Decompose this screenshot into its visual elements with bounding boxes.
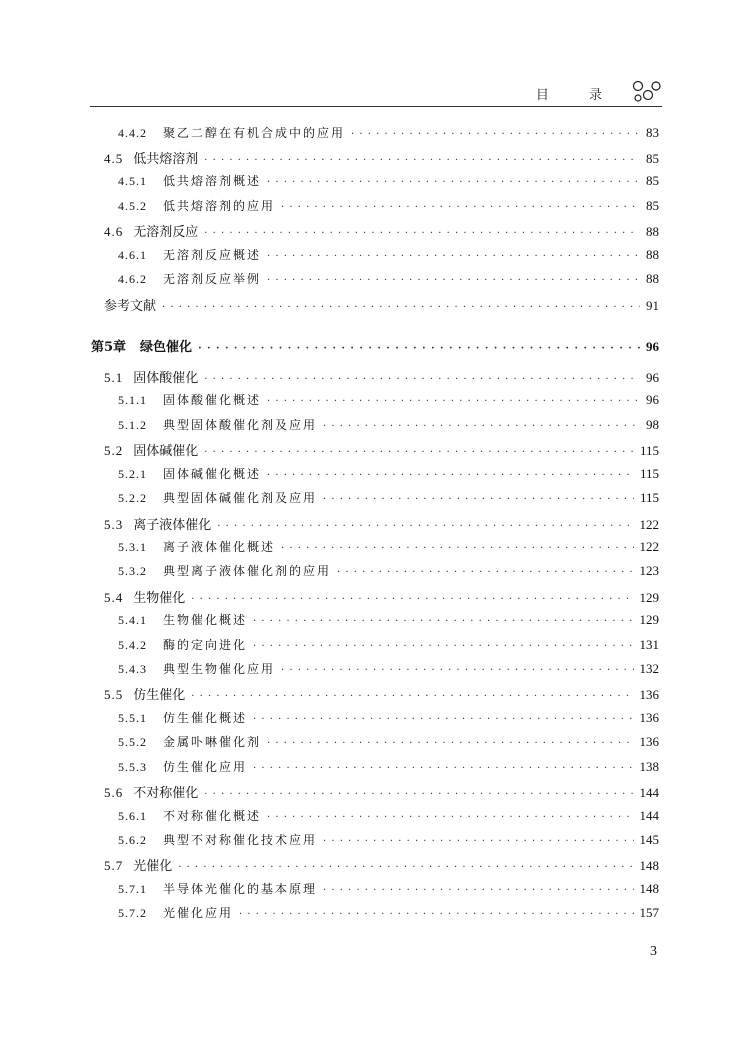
toc-entry-page: 88: [646, 271, 659, 286]
toc-entry[interactable]: [104, 221, 659, 241]
toc-entry-number: 4.6.1: [118, 248, 147, 262]
toc-entry-page: 88: [646, 247, 659, 262]
dot-leader: [191, 590, 633, 610]
dot-leader: [253, 637, 633, 657]
toc-entry-number: 4.4.2: [118, 126, 147, 140]
toc-entry[interactable]: [104, 855, 659, 875]
dot-leader: [204, 443, 634, 463]
toc-entry-number: 4.6: [104, 224, 124, 239]
toc-entry[interactable]: [104, 148, 659, 168]
toc-entry-page: 88: [646, 224, 659, 239]
toc-entry-number: 5.1: [104, 370, 124, 385]
toc-entry[interactable]: [104, 587, 659, 607]
toc-entry-page: 115: [639, 490, 659, 505]
dot-leader: [323, 881, 633, 901]
toc-entry-page: 157: [639, 905, 659, 920]
toc-entry-title: 绿色催化: [140, 340, 193, 355]
dot-leader: [323, 490, 634, 510]
page-number: 3: [650, 944, 657, 959]
toc-entry-number: 5.5.3: [118, 760, 147, 774]
dot-leader: [323, 417, 640, 437]
dot-leader: [281, 198, 640, 218]
toc-entry[interactable]: [118, 660, 659, 680]
toc-entry-title: 离子液体催化: [133, 518, 212, 533]
toc-entry-page: 129: [639, 590, 659, 605]
toc-entry-page: 85: [646, 173, 659, 188]
dot-leader: [281, 539, 633, 559]
dot-leader: [178, 858, 633, 878]
dot-leader: [267, 466, 634, 486]
toc-entry-page: 145: [639, 832, 659, 847]
toc-entry-page: 144: [639, 785, 659, 800]
toc-entry-number: 4.5.2: [118, 199, 147, 213]
toc-entry[interactable]: [118, 562, 659, 582]
dot-leader: [267, 734, 633, 754]
toc-entry[interactable]: [118, 489, 659, 509]
toc-entry-title: 低共熔溶剂的应用: [163, 199, 276, 213]
toc-entry-number: 5.2: [104, 443, 124, 458]
dot-leader: [204, 785, 633, 805]
toc-entry-page: 132: [639, 661, 659, 676]
toc-entry[interactable]: [118, 246, 659, 266]
toc-entry-page: 96: [646, 392, 659, 407]
toc-entry-number: 4.6.2: [118, 272, 147, 286]
toc-entry-title: 无溶剂反应概述: [163, 248, 262, 262]
toc-entry-page: 96: [646, 339, 659, 354]
header-rule: [90, 106, 662, 107]
toc-entry-title: 参考文献: [104, 299, 157, 314]
toc-entry-title: 半导体光催化的基本原理: [163, 882, 318, 896]
toc-entry[interactable]: [104, 782, 659, 802]
toc-entry-number: 5.2.1: [118, 467, 147, 481]
toc-entry-number: 5.4.2: [118, 638, 147, 652]
toc-entry-number: 4.5.1: [118, 174, 147, 188]
toc-entry-number: 4.5: [104, 151, 124, 166]
dot-leader: [198, 339, 640, 359]
toc-entry-title: 低共熔溶剂概述: [163, 174, 262, 188]
toc-entry-number: 5.6.1: [118, 809, 147, 823]
dot-leader: [281, 661, 633, 681]
toc-entry[interactable]: [118, 611, 659, 631]
toc-entry-title: 典型固体碱催化剂及应用: [163, 491, 318, 505]
toc-entry-title: 固体碱催化概述: [163, 467, 262, 481]
toc-entry[interactable]: [118, 538, 659, 558]
toc-entry-page: 91: [646, 298, 659, 313]
toc-entry-number: 5.5.2: [118, 735, 147, 749]
running-header: [90, 78, 662, 106]
toc-entry-title: 金属卟啉催化剂: [163, 735, 262, 749]
toc-entry[interactable]: [104, 367, 659, 387]
dot-leader: [267, 808, 633, 828]
toc-entry[interactable]: [118, 391, 659, 411]
toc-entry-page: 131: [639, 637, 659, 652]
molecule-logo-icon: [632, 78, 662, 104]
dot-leader: [217, 517, 633, 537]
toc-entry-title: 典型生物催化应用: [163, 662, 276, 676]
toc-entry-title: 无溶剂反应: [133, 225, 199, 240]
toc-entry-title: 典型离子液体催化剂的应用: [163, 564, 332, 578]
toc-entry-page: 115: [639, 443, 659, 458]
toc-entry-number: 5.7.1: [118, 882, 147, 896]
dot-leader: [267, 392, 640, 412]
toc-entry[interactable]: [118, 465, 659, 485]
toc-entry-page: 148: [639, 881, 659, 896]
toc-entry-page: 122: [639, 539, 659, 554]
toc-entry-page: 136: [639, 710, 659, 725]
dot-leader: [267, 173, 640, 193]
toc-entry-title: 生物催化: [133, 591, 186, 606]
toc-entry-page: 98: [646, 417, 659, 432]
toc-entry-page: 123: [639, 563, 659, 578]
toc-entry[interactable]: [118, 831, 659, 851]
toc-entry-title: 无溶剂反应举例: [163, 272, 262, 286]
toc-entry-title: 仿生催化: [133, 688, 186, 703]
toc-entry[interactable]: [118, 197, 659, 217]
toc-entry[interactable]: [91, 336, 659, 356]
toc-entry-page: 115: [639, 466, 659, 481]
dot-leader: [204, 370, 640, 390]
dot-leader: [267, 247, 640, 267]
toc-entry-page: 122: [639, 517, 659, 532]
toc-entry-title: 光催化应用: [163, 906, 234, 920]
toc-entry-page: 148: [639, 858, 659, 873]
toc-entry[interactable]: [118, 416, 659, 436]
dot-leader: [267, 271, 640, 291]
toc-entry-page: 83: [646, 125, 659, 140]
header-title: 目 录: [535, 88, 620, 103]
toc-entry-title: 固体酸催化: [133, 371, 199, 386]
toc-entry[interactable]: [104, 295, 659, 315]
dot-leader: [204, 224, 640, 244]
toc-entry-number: 5.3.1: [118, 540, 147, 554]
toc-entry-title: 生物催化概述: [163, 613, 248, 627]
toc-entry-number: 5.7: [104, 858, 124, 873]
toc-entry-number: 第5章: [91, 340, 127, 355]
toc-entry-title: 仿生催化概述: [163, 711, 248, 725]
toc-entry-number: 5.3.2: [118, 564, 147, 578]
toc-entry-title: 固体碱催化: [133, 444, 199, 459]
toc-entry[interactable]: [118, 758, 659, 778]
toc-entry[interactable]: [118, 807, 659, 827]
dot-leader: [337, 563, 633, 583]
toc-entry-title: 聚乙二醇在有机合成中的应用: [163, 126, 346, 140]
toc-entry-title: 离子液体催化概述: [163, 540, 276, 554]
toc-entry-page: 129: [639, 612, 659, 627]
toc-entry[interactable]: [104, 684, 659, 704]
toc-entry-number: 5.5: [104, 687, 124, 702]
toc-entry-number: 5.6.2: [118, 833, 147, 847]
toc-entry-number: 5.2.2: [118, 491, 147, 505]
toc-entry[interactable]: [118, 709, 659, 729]
toc-entry-title: 仿生催化应用: [163, 760, 248, 774]
toc-entry[interactable]: [118, 904, 659, 924]
toc-entry[interactable]: [118, 733, 659, 753]
toc-entry-number: 5.6: [104, 785, 124, 800]
dot-leader: [351, 125, 640, 145]
toc-entry-page: 138: [639, 759, 659, 774]
dot-leader: [204, 151, 640, 171]
toc-entry[interactable]: [118, 880, 659, 900]
toc-entry[interactable]: [118, 124, 659, 144]
toc-entry[interactable]: [118, 172, 659, 192]
dot-leader: [239, 905, 633, 925]
dot-leader: [323, 832, 633, 852]
toc-entry-title: 不对称催化概述: [163, 809, 262, 823]
dot-leader: [162, 298, 640, 318]
toc-entry-number: 5.4: [104, 590, 124, 605]
toc-entry[interactable]: [118, 636, 659, 656]
toc-entry-title: 典型不对称催化技术应用: [163, 833, 318, 847]
toc-entry-title: 酶的定向进化: [163, 638, 248, 652]
toc-entry-title: 低共熔溶剂: [133, 152, 199, 167]
toc-entry-title: 光催化: [133, 859, 173, 874]
toc-entry[interactable]: [104, 514, 659, 534]
dot-leader: [253, 710, 633, 730]
toc-entry[interactable]: [104, 440, 659, 460]
dot-leader: [253, 759, 633, 779]
toc-entry-title: 不对称催化: [133, 786, 199, 801]
toc-entry-title: 典型固体酸催化剂及应用: [163, 418, 318, 432]
toc-entry-page: 136: [639, 734, 659, 749]
toc-entry-number: 5.1.1: [118, 393, 147, 407]
toc-entry-page: 136: [639, 687, 659, 702]
toc-entry-number: 5.4.1: [118, 613, 147, 627]
toc-entry[interactable]: [118, 270, 659, 290]
toc-entry-page: 96: [646, 370, 659, 385]
toc-entry-number: 5.4.3: [118, 662, 147, 676]
toc-entry-number: 5.1.2: [118, 418, 147, 432]
toc-entry-number: 5.3: [104, 517, 124, 532]
dot-leader: [191, 687, 633, 707]
toc-entry-number: 5.5.1: [118, 711, 147, 725]
toc-entry-number: 5.7.2: [118, 906, 147, 920]
toc-entry-page: 85: [646, 198, 659, 213]
dot-leader: [253, 612, 633, 632]
toc-entry-page: 85: [646, 151, 659, 166]
toc-entry-page: 144: [639, 808, 659, 823]
toc-entry-title: 固体酸催化概述: [163, 393, 262, 407]
